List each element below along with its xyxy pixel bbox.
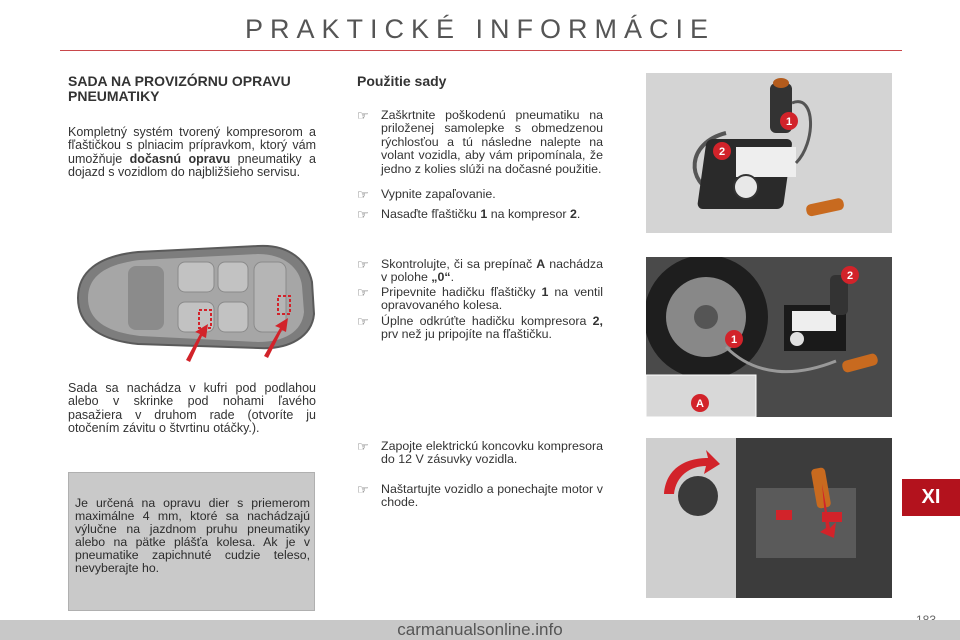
pointing-hand-icon: ☞ (357, 108, 369, 123)
note-text: Je určená na opravu dier s priemerom maximálne 4 mm, ktoré sa nachádzajú výlučne na jazdnom pruhu pneumatiky alebo na pätke plášťa kolesa. Ak je v pneumatike zapichnuté cudzie teleso, nevyberajte ho. (75, 496, 310, 575)
section-title: SADA NA PROVIZÓRNU OPRAVU PNEUMATIKY (68, 73, 291, 104)
step-item: ☞ Vypnite zapaľovanie. (357, 187, 496, 202)
pointing-hand-icon: ☞ (357, 482, 369, 497)
pointing-hand-icon: ☞ (357, 285, 369, 300)
step-item: ☞ Pripevnite hadičku fľaštičky 1 na ventil opravovaného kolesa. (357, 285, 604, 313)
step-item: ☞ Naštartujte vozidlo a ponechajte motor v chode. (357, 482, 603, 510)
callout-a: A (696, 398, 704, 410)
compressor-illustration (646, 73, 892, 233)
step-item: ☞ Úplne odkrúťte hadičku kompresora 2, prv než ju pripojíte na fľaštičku. (357, 314, 603, 342)
compressor-kit-photo (646, 73, 892, 233)
step-item: ☞ Nasaďte fľaštičku 1 na kompresor 2. (357, 207, 581, 222)
pointing-hand-icon: ☞ (357, 439, 369, 454)
callout-2: 2 (718, 146, 726, 158)
usage-title: Použitie sady (357, 73, 447, 89)
dashboard-illustration (646, 438, 892, 598)
callout-2: 2 (846, 270, 854, 282)
wheel-illustration (646, 257, 892, 417)
car-top-view-diagram (68, 232, 318, 362)
pointing-hand-icon: ☞ (357, 314, 369, 329)
chapter-tab: XI (902, 479, 960, 516)
step-item: ☞ Zapojte elektrickú koncovku kompresora do 12 V zásuvky vozidla. (357, 439, 603, 467)
wheel-connection-photo (646, 257, 892, 417)
step-item: ☞ Skontrolujte, či sa prepínač A nachádza v polohe „0“. (357, 257, 603, 285)
page-title: PRAKTICKÉ INFORMÁCIE (244, 14, 716, 44)
location-paragraph: Sada sa nachádza v kufri pod podlahou alebo v skrinke pod nohami ľavého pasažiera v druhom rade (otvoríte ju otočením závitu o štvrtinu otáčky.). (68, 381, 316, 436)
pointing-hand-icon: ☞ (357, 187, 369, 202)
callout-1: 1 (730, 334, 738, 346)
pointing-hand-icon: ☞ (357, 257, 369, 272)
watermark: carmanualsonline.info (0, 620, 960, 640)
pointing-hand-icon: ☞ (357, 207, 369, 222)
step-item: ☞ Zaškrtnite poškodenú pneumatiku na priloženej samolepke s obmedzenou rýchlosťou a tú následne nalepte na volant vozidla, aby vám pripomínala, že jedno z kolies slúži na dočasné použitie. (357, 108, 603, 176)
note-box (68, 472, 315, 611)
callout-1: 1 (785, 116, 793, 128)
socket-ignition-photo (646, 438, 892, 598)
intro-paragraph: Kompletný systém tvorený kompresorom a fľaštičkou s plniacim prípravkom, ktorý vám umožňuje dočasnú opravu pneumatiky a dojazd s vozidlom do najbližšieho servisu. (68, 125, 316, 180)
header-divider (60, 50, 902, 51)
